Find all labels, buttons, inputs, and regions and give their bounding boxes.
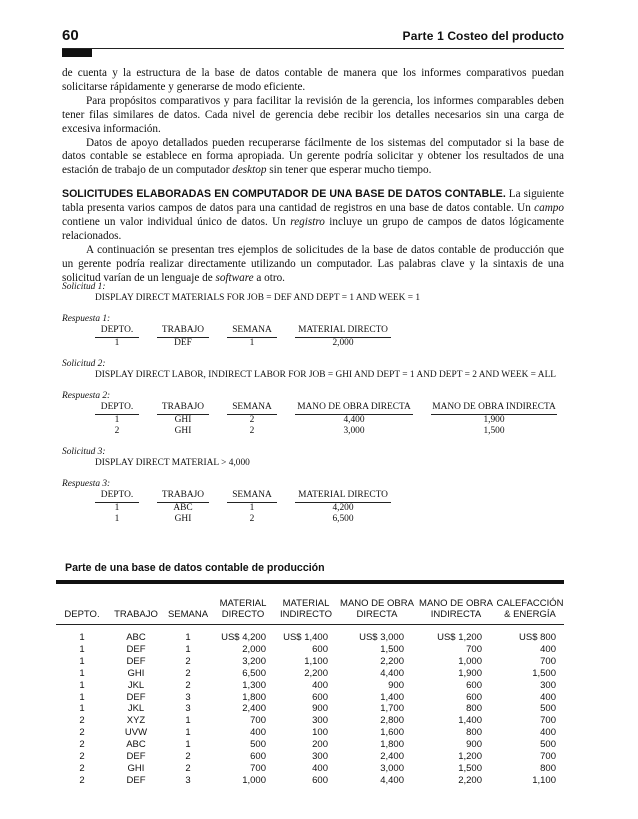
table-cell: GHI [127,667,145,679]
table-cell: ABC [173,503,193,513]
table-cell: GHI [174,415,192,425]
paragraph-5-text-a: A continuación se presentan tres ejemplos de solicitudes de la base de datos contable de producción que un gerente podría realizar directamente utilizando un computador. Las palabras clave y la sintaxis de una solicitud varían de un lenguaje de [62,243,564,284]
table-cell: 2 [79,751,85,763]
table-cell: 1 [79,655,85,667]
table-cell: 600 [312,774,328,786]
table-cell: 1,800 [242,691,266,703]
table-cell: US$ 800 [519,632,556,643]
table-row [56,644,564,656]
paragraph-1 [62,67,564,95]
paragraph-5 [62,244,564,286]
body-text [62,67,564,286]
table-cell: DEF [174,338,192,348]
table-cell: 600 [312,643,328,655]
table-cell: 900 [466,739,482,751]
response-2 [62,391,564,437]
database-table-box [56,580,564,787]
table-cell: 1,500 [380,643,404,655]
paragraph-5-text-b: a otro. [253,271,285,284]
table-cell: 3 [185,691,191,703]
term-software: software [215,271,254,284]
column-header: SEMANA [227,402,277,415]
table-cell: 700 [250,715,266,727]
table-cell: 2 [185,679,191,691]
table-cell: DEF [126,643,146,655]
table-row [56,751,564,763]
table-cell: 2 [185,762,191,774]
table-cell: 400 [312,679,328,691]
table-cell: 1 [249,338,255,348]
table-cell: 600 [250,751,266,763]
table-cell: 4,400 [380,774,404,786]
query-3 [62,447,564,469]
table-cell: UVW [124,727,148,739]
table-cell: GHI [174,426,192,436]
column-header: DEPTO. [95,325,139,338]
table-row [56,656,564,668]
response-1-label: Respuesta 1: [62,314,111,324]
table-cell: 700 [540,655,556,667]
table-cell: 2 [185,751,191,763]
column-header: MANO DE OBRA DIRECTA [295,402,413,415]
table-cell: 2,200 [458,774,482,786]
section-heading: SOLICITUDES ELABORADAS EN COMPUTADOR DE UNA BASE DE DATOS CONTABLE. [62,188,506,201]
table-cell: GHI [127,762,145,774]
table-row [95,415,557,427]
table-cell: 1,000 [458,655,482,667]
table-cell: 1,400 [458,715,482,727]
table-row [56,739,564,751]
table-cell: 6,500 [242,667,266,679]
table-cell: 1 [185,715,191,727]
query-2 [62,359,564,381]
table-cell: 800 [466,727,482,739]
column-header-mano-obra-indirecta: MANO DE OBRA INDIRECTA [416,584,496,625]
table-cell: 2 [185,667,191,679]
table-cell: 3,000 [343,426,365,436]
table-cell: 1,700 [380,703,404,715]
table-cell: 2 [249,514,255,524]
table-cell: 900 [312,703,328,715]
query-3-label: Solicitud 3: [62,447,106,457]
table-cell: 800 [466,703,482,715]
paragraph-3-text-a: Datos de apoyo detallados pueden recuperarse fácilmente de los sistemas del computador si la base de datos contable se establece en forma apropiada. Un gerente podría solicitar y obtener los resultados de una estación de trabajo de un computador [62,136,564,177]
table-cell: 1 [79,691,85,703]
table-cell: 400 [312,762,328,774]
table-row [56,763,564,775]
table-cell: 1 [185,739,191,751]
column-header: MANO DE OBRA INDIRECTA [431,402,557,415]
table-cell: DEF [126,751,146,763]
table-cell: 2 [79,727,85,739]
table-cell: 400 [540,727,556,739]
table-cell: 2,800 [380,715,404,727]
table-cell: 400 [250,727,266,739]
table-cell: 1,500 [458,762,482,774]
table-row [56,715,564,727]
response-1-table [95,325,391,349]
table-cell: 1,000 [242,774,266,786]
table-cell: 2,000 [242,643,266,655]
column-header: SEMANA [227,490,277,503]
table-cell: 3,200 [242,655,266,667]
table-cell: DEF [126,655,146,667]
response-1 [62,314,564,349]
header-rule [62,48,564,49]
table-cell: 400 [540,643,556,655]
paragraph-3 [62,137,564,179]
table-cell: 4,200 [332,503,354,513]
table-cell: JKL [127,703,145,715]
table-cell: 1 [79,643,85,655]
table-cell: 1 [114,338,120,348]
table-cell: 300 [312,751,328,763]
query-2-command: DISPLAY DIRECT LABOR, INDIRECT LABOR FOR JOB = GHI AND DEPT = 1 AND DEPT = 2 AND WEEK = ALL [95,370,557,380]
query-2-label: Solicitud 2: [62,359,106,369]
table-cell: 2 [79,774,85,786]
table-row [95,503,391,515]
database-caption: Parte de una base de datos contable de producción [65,562,325,574]
table-cell: 1 [79,667,85,679]
database-table [56,584,564,787]
table-cell: 500 [250,739,266,751]
table-cell: 1 [114,514,120,524]
table-cell: 4,400 [380,667,404,679]
column-header-material-directo: MATERIAL DIRECTO [212,584,274,625]
table-cell: 700 [540,715,556,727]
page-header [62,27,564,47]
table-cell: 1 [185,727,191,739]
paragraph-4 [62,188,564,244]
table-cell: 1 [249,503,255,513]
table-row [95,426,557,437]
table-cell: 100 [312,727,328,739]
table-cell: 1,500 [483,426,505,436]
table-row [95,338,391,350]
table-cell: 700 [540,751,556,763]
database-body [56,625,564,787]
table-cell: 500 [540,739,556,751]
table-cell: 1,900 [483,415,505,425]
column-header: DEPTO. [95,490,139,503]
table-cell: 500 [540,703,556,715]
table-cell: 2 [114,426,120,436]
header-bar [62,49,92,57]
table-row [56,703,564,715]
table-cell: 400 [540,691,556,703]
column-header: TRABAJO [157,490,209,503]
table-cell: 1 [185,643,191,655]
table-cell: 600 [466,691,482,703]
table-cell: US$ 3,000 [359,632,404,643]
paragraph-3-text-b: sin tener que esperar mucho tiempo. [266,164,432,177]
table-cell: 1 [114,415,120,425]
table-row [95,514,391,525]
column-header: MATERIAL DIRECTO [295,325,391,338]
column-header: TRABAJO [157,402,209,415]
column-header: TRABAJO [157,325,209,338]
paragraph-2 [62,95,564,137]
table-cell: 700 [466,643,482,655]
table-cell: 1 [185,632,191,643]
table-cell: 2 [249,426,255,436]
term-campo: campo [534,202,564,215]
table-cell: 2,200 [304,667,328,679]
query-1-command: DISPLAY DIRECT MATERIALS FOR JOB = DEF AND DEPT = 1 AND WEEK = 1 [95,293,421,303]
table-cell: 600 [312,691,328,703]
table-cell: 700 [250,762,266,774]
table-cell: 1,400 [380,691,404,703]
response-3-table [95,490,391,525]
table-cell: 2,400 [242,703,266,715]
query-3-command: DISPLAY DIRECT MATERIAL > 4,000 [95,458,250,468]
table-cell: 600 [466,679,482,691]
table-cell: 3 [185,774,191,786]
table-cell: 4,400 [343,415,365,425]
table-row [56,692,564,704]
column-header-depto: DEPTO. [56,584,108,625]
table-cell: 1 [79,703,85,715]
query-examples [62,282,564,535]
table-cell: 1,200 [458,751,482,763]
table-row [56,775,564,787]
table-cell: ABC [126,739,146,751]
table-cell: 3 [185,703,191,715]
table-row [56,625,564,644]
query-1 [62,282,564,304]
part-label: Parte 1 [402,29,444,43]
response-2-label: Respuesta 2: [62,391,111,401]
database-header-row [56,584,564,625]
column-header-trabajo: TRABAJO [108,584,164,625]
paragraph-4-text-b: contiene un valor individual único de datos. Un [62,216,291,229]
table-cell: 1,800 [380,739,404,751]
paragraph-4-text-a: La siguiente tabla presenta varios campos de datos para una cantidad de registros en una base de datos contable. Un [62,188,564,215]
column-header: MATERIAL DIRECTO [295,490,391,503]
table-cell: DEF [126,774,146,786]
paragraph-1-text: de cuenta y la estructura de la base de datos contable de manera que los informes comparativos puedan solicitarse rápidamente y generarse de modo eficiente. [62,67,564,93]
table-cell: 800 [540,762,556,774]
table-cell: DEF [126,691,146,703]
column-header-calefaccion-energia: CALEFACCIÓN & ENERGÍA [496,584,564,625]
running-head [403,29,564,43]
table-cell: 2 [79,762,85,774]
table-cell: 1 [79,632,85,643]
response-2-table [95,402,557,437]
table-cell: 1,300 [242,679,266,691]
table-cell: ABC [126,632,146,643]
table-cell: 6,500 [332,514,354,524]
term-registro: registro [290,216,325,229]
table-cell: US$ 1,400 [283,632,328,643]
column-header: SEMANA [227,325,277,338]
column-header: DEPTO. [95,402,139,415]
table-cell: 1,600 [380,727,404,739]
table-cell: 2,400 [380,751,404,763]
table-cell: 900 [388,679,404,691]
table-cell: 1,500 [532,667,556,679]
table-row [56,668,564,680]
table-cell: 1,100 [304,655,328,667]
column-header-semana: SEMANA [164,584,212,625]
table-row [56,680,564,692]
table-cell: 2,000 [332,338,354,348]
table-cell: 2 [249,415,255,425]
table-cell: JKL [127,679,145,691]
table-cell: 200 [312,739,328,751]
query-1-label: Solicitud 1: [62,282,106,292]
page-number: 60 [62,27,79,44]
paragraph-2-text: Para propósitos comparativos y para facilitar la revisión de la gerencia, los informes comparables deben tener filas similares de datos. Cada nivel de gerencia debe recibir los detalles necesarios sin una carga de excesiva información. [62,94,564,135]
table-cell: 2 [79,715,85,727]
paragraph-4-text-c: incluye un grupo de campos de datos lógicamente relacionados. [62,216,564,242]
table-row [56,727,564,739]
term-desktop: desktop [232,164,267,177]
table-cell: 2 [185,655,191,667]
response-3-label: Respuesta 3: [62,479,111,489]
table-cell: GHI [174,514,192,524]
table-cell: 300 [312,715,328,727]
table-cell: XYZ [126,715,146,727]
table-cell: US$ 1,200 [437,632,482,643]
table-cell: 1 [114,503,120,513]
table-cell: US$ 4,200 [221,632,266,643]
response-3 [62,479,564,525]
table-cell: 1,100 [532,774,556,786]
table-cell: 2 [79,739,85,751]
table-cell: 2,200 [380,655,404,667]
table-cell: 300 [540,679,556,691]
table-cell: 1 [79,679,85,691]
table-cell: 3,000 [380,762,404,774]
column-header-mano-obra-directa: MANO DE OBRA DIRECTA [338,584,416,625]
table-cell: 1,900 [458,667,482,679]
column-header-material-indirecto: MATERIAL INDIRECTO [274,584,338,625]
part-title: Costeo del producto [447,29,564,43]
